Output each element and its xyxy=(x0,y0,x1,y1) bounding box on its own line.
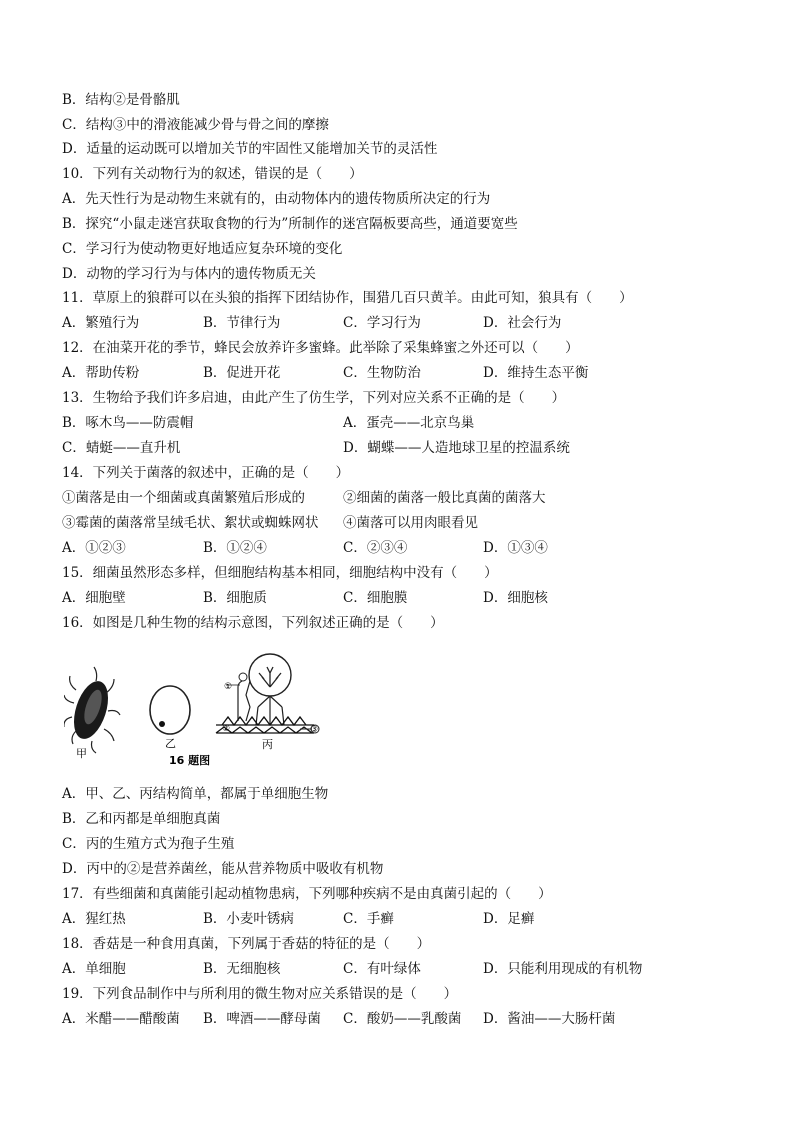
q16-option-b: B．乙和丙都是单细胞真菌 xyxy=(62,811,221,827)
q15-option-a: A．细胞壁 xyxy=(62,590,126,606)
marker-2: ② xyxy=(222,724,231,734)
q11-option-c: C．学习行为 xyxy=(343,315,421,331)
q18-option-a: A．单细胞 xyxy=(62,961,126,977)
label-bing: 丙 xyxy=(262,738,273,751)
q18-option-d: D．只能利用现成的有机物 xyxy=(483,961,643,977)
q16-figure-drawing xyxy=(64,645,334,770)
q14-option-c: C．②③④ xyxy=(343,540,408,556)
q14-option-b: B．①②④ xyxy=(203,540,267,556)
bacterium-jia xyxy=(64,667,120,753)
q19-option-c: C．酸奶——乳酸菌 xyxy=(343,1011,462,1027)
q16-stem: 16．如图是几种生物的结构示意图，下列叙述正确的是（ ） xyxy=(62,615,444,631)
q18-option-b: B．无细胞核 xyxy=(203,961,281,977)
q11-stem: 11．草原上的狼群可以在头狼的指挥下团结协作，围猎几百只黄羊。由此可知，狼具有（ ） xyxy=(62,290,633,306)
q10-stem: 10．下列有关动物行为的叙述，错误的是（ ） xyxy=(62,166,363,182)
q17-option-a: A．猩红热 xyxy=(62,911,126,927)
q15-option-d: D．细胞核 xyxy=(483,590,548,606)
q12-options xyxy=(62,364,742,382)
q19-options xyxy=(62,1010,742,1028)
q12-stem: 12．在油菜开花的季节，蜂民会放养许多蜜蜂。此举除了采集蜂蜜之外还可以（ ） xyxy=(62,340,579,356)
q13-option-b: B．啄木鸟——防震帽 xyxy=(62,415,194,431)
q16-figure xyxy=(64,645,334,770)
q14-statement-4: ④菌落可以用肉眼看见 xyxy=(343,515,478,531)
q13-options-row2 xyxy=(62,439,742,457)
q18-options xyxy=(62,960,742,978)
q12-option-c: C．生物防治 xyxy=(343,365,421,381)
q9-option-d: D．适量的运动既可以增加关节的牢固性又能增加关节的灵活性 xyxy=(62,141,438,157)
q14-option-d: D．①③④ xyxy=(483,540,548,556)
q9-option-c: C．结构③中的滑液能减少骨与骨之间的摩擦 xyxy=(62,117,329,133)
q12-option-b: B．促进开花 xyxy=(203,365,281,381)
q14-statement-2: ②细菌的菌落一般比真菌的菌落大 xyxy=(343,490,546,506)
q11-option-b: B．节律行为 xyxy=(203,315,281,331)
q13-options-row1 xyxy=(62,414,742,432)
q11-options xyxy=(62,314,742,332)
q13-option-a: A．蛋壳——北京鸟巢 xyxy=(343,415,475,431)
q10-option-b: B．探究“小鼠走迷宫获取食物的行为”所制作的迷宫隔板要高些，通道要宽些 xyxy=(62,216,518,232)
q13-stem: 13．生物给予我们许多启迪，由此产生了仿生学，下列对应关系不正确的是（ ） xyxy=(62,390,566,406)
figure-caption: 16 题图 xyxy=(169,754,211,767)
q18-stem: 18．香菇是一种食用真菌，下列属于香菇的特征的是（ ） xyxy=(62,936,431,952)
q15-options xyxy=(62,589,742,607)
yeast-yi xyxy=(150,686,190,734)
q10-option-a: A．先天性行为是动物生来就有的，由动物体内的遗传物质所决定的行为 xyxy=(62,191,491,207)
q14-statements-row1 xyxy=(62,489,742,507)
q15-stem: 15．细菌虽然形态多样，但细胞结构基本相同，细胞结构中没有（ ） xyxy=(62,565,498,581)
q14-statements-row2 xyxy=(62,514,742,532)
q16-option-a: A．甲、乙、丙结构简单，都属于单细胞生物 xyxy=(62,786,329,802)
q15-option-b: B．细胞质 xyxy=(203,590,267,606)
q16-option-c: C．丙的生殖方式为孢子生殖 xyxy=(62,836,235,852)
q18-option-c: C．有叶绿体 xyxy=(343,961,421,977)
q19-stem: 19．下列食品制作中与所利用的微生物对应关系错误的是（ ） xyxy=(62,986,458,1002)
q14-statement-1: ①菌落是由一个细菌或真菌繁殖后形成的 xyxy=(62,490,305,506)
q14-option-a: A．①②③ xyxy=(62,540,126,556)
q10-option-c: C．学习行为使动物更好地适应复杂环境的变化 xyxy=(62,241,343,257)
q14-options xyxy=(62,539,742,557)
q14-stem: 14．下列关于菌落的叙述中，正确的是（ ） xyxy=(62,465,350,481)
label-yi: 乙 xyxy=(165,737,176,750)
q10-option-d: D．动物的学习行为与体内的遗传物质无关 xyxy=(62,266,316,282)
q14-statement-3: ③霉菌的菌落常呈绒毛状、絮状或蜘蛛网状 xyxy=(62,515,319,531)
q19-option-a: A．米醋——醋酸菌 xyxy=(62,1011,180,1027)
marker-3: ③ xyxy=(310,725,319,735)
q13-option-d: D．蝴蝶——人造地球卫星的控温系统 xyxy=(343,440,570,456)
q12-option-d: D．维持生态平衡 xyxy=(483,365,589,381)
marker-1: ① xyxy=(224,682,233,692)
q11-option-d: D．社会行为 xyxy=(483,315,562,331)
q19-option-d: D．酱油——大肠杆菌 xyxy=(483,1011,616,1027)
q17-stem: 17．有些细菌和真菌能引起动植物患病，下列哪种疾病不是由真菌引起的（ ） xyxy=(62,886,552,902)
mold-bing xyxy=(216,654,319,733)
label-jia: 甲 xyxy=(76,747,87,760)
q15-option-c: C．细胞膜 xyxy=(343,590,408,606)
q9-option-b: B．结构②是骨骼肌 xyxy=(62,92,180,108)
q17-options xyxy=(62,910,742,928)
q17-option-c: C．手癣 xyxy=(343,911,394,927)
q19-option-b: B．啤酒——酵母菌 xyxy=(203,1011,321,1027)
q11-option-a: A．繁殖行为 xyxy=(62,315,140,331)
q12-option-a: A．帮助传粉 xyxy=(62,365,140,381)
q17-option-d: D．足癣 xyxy=(483,911,535,927)
q17-option-b: B．小麦叶锈病 xyxy=(203,911,294,927)
q13-option-c: C．蜻蜓——直升机 xyxy=(62,440,181,456)
q16-option-d: D．丙中的②是营养菌丝，能从营养物质中吸收有机物 xyxy=(62,861,384,877)
